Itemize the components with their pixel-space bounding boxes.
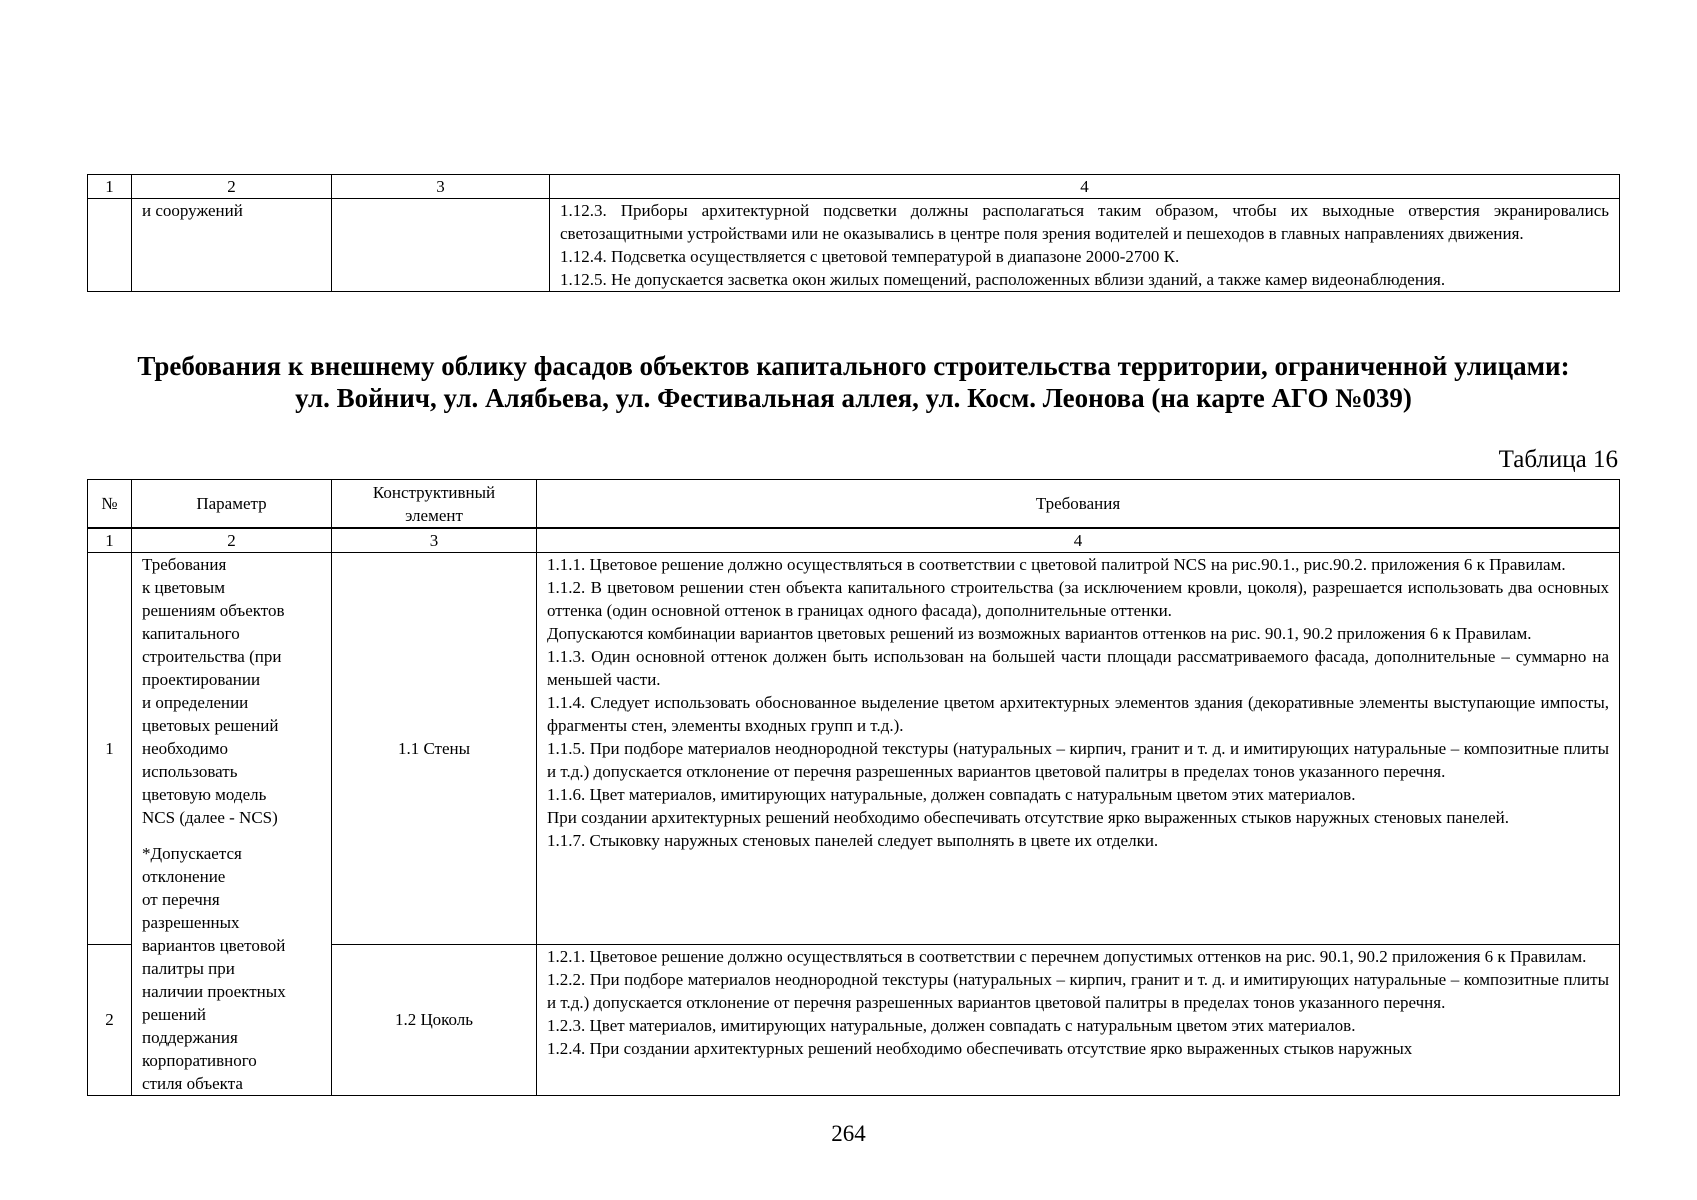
col-number-1: 1 — [88, 175, 132, 199]
requirements-cell — [537, 944, 1620, 1095]
requirement-paragraph: 1.2.2. При подборе материалов неоднородной текстуры (натуральных – кирпич, гранит и т. д. и имитирующих натуральные – композитные плиты и т.д.) допускается отклонение от перечня разрешенных вариантов цветовой палитры в пределах тонов указанного перечня. — [547, 969, 1609, 1012]
table-header-row — [88, 480, 1620, 529]
requirement-paragraph: 1.2.4. При создании архитектурных решений необходимо обеспечивать отсутствие ярко выраженных стыков наружных — [547, 1038, 1413, 1058]
header-element: Конструктивный элемент — [332, 480, 537, 529]
element-cell: 1.1 Стены — [332, 553, 537, 945]
requirement-paragraph: 1.12.4. Подсветка осуществляется с цветовой температурой в диапазоне 2000-2700 К. — [560, 247, 1180, 266]
continuation-requirements-cell — [550, 199, 1620, 292]
parameter-note-continued: вариантов цветовой палитры при наличии проектных решений поддержания корпоративного стиля объекта — [142, 936, 286, 1093]
requirements-cell — [537, 553, 1620, 945]
header-parameter: Параметр — [132, 480, 332, 529]
requirement-paragraph: 1.2.3. Цвет материалов, имитирующих натуральные, должен совпадать с натуральным цветом этих материалов. — [547, 1015, 1356, 1035]
parameter-text: Требования к цветовым решениям объектов капитального строительства (при проектировании и определении цветовых решений необходимо использовать цветовую модель NCS (далее - NCS) — [142, 555, 285, 827]
requirement-paragraph: 1.2.1. Цветовое решение должно осуществляться в соответствии с перечнем допустимых оттенков на рис. 90.1, 90.2 приложения 6 к Правилам. — [547, 946, 1587, 966]
requirement-paragraph: 1.1.7. Стыковку наружных стеновых панелей следует выполнять в цвете их отделки. — [547, 831, 1159, 850]
row-number: 1 — [88, 553, 132, 945]
parameter-note: *Допускается отклонение от перечня разрешенных — [142, 844, 242, 932]
header-number: № — [88, 480, 132, 529]
parameter-cell — [132, 553, 332, 1096]
section-title-line-1: Требования к внешнему облику фасадов объектов капитального строительства территории, ограниченной улицами: — [137, 351, 1570, 381]
element-cell: 1.2 Цоколь — [332, 944, 537, 1095]
table-caption: Таблица 16 — [1498, 446, 1618, 473]
requirement-paragraph: 1.12.5. Не допускается засветка окон жилых помещений, расположенных вблизи зданий, а также камер видеонаблюдения. — [560, 270, 1446, 289]
requirement-paragraph: 1.1.5. При подборе материалов неоднородной текстуры (натуральных – кирпич, гранит и т. д. и имитирующих натуральные – композитные плиты и т.д.) допускается отклонение от перечня разрешенных вариантов цветовой палитры в пределах тонов указанного перечня. — [547, 739, 1609, 781]
requirement-paragraph: 1.1.4. Следует использовать обоснованное выделение цветом архитектурных элементов здания (декоративные элементы выступающие импосты, фрагменты стен, элементы входных групп и т.д.). — [547, 693, 1609, 735]
continuation-header-row — [88, 175, 1620, 199]
requirement-paragraph: 1.1.1. Цветовое решение должно осуществляться в соответствии с цветовой палитрой NCS на рис.90.1., рис.90.2. приложения 6 к Правилам. — [547, 555, 1566, 574]
requirement-paragraph: 1.12.3. Приборы архитектурной подсветки должны располагаться таким образом, чтобы их выходные отверстия экранировались светозащитными устройствами или не оказывались в центре поля зрения водителей и пешеходов в главных направлениях движения. — [560, 201, 1609, 243]
col-number-4: 4 — [550, 175, 1620, 199]
col-number-4: 4 — [537, 528, 1620, 553]
requirement-paragraph: 1.1.3. Один основной оттенок должен быть использован на большей части площади рассматриваемого фасада, дополнительные – суммарно на меньшей части. — [547, 647, 1609, 689]
requirement-paragraph: 1.1.2. В цветовом решении стен объекта капитального строительства (за исключением кровли, цоколя), разрешается использовать два основных оттенка (один основной оттенок в границах одного фасада), дополнительные оттенки. — [547, 578, 1609, 620]
requirement-paragraph: 1.1.6. Цвет материалов, имитирующих натуральные, должен совпадать с натуральным цветом этих материалов. — [547, 785, 1356, 804]
requirements-table — [87, 479, 1620, 1096]
column-numbers-row — [88, 528, 1620, 553]
continuation-table — [87, 174, 1620, 292]
row-number: 2 — [88, 944, 132, 1095]
col-number-3: 3 — [332, 528, 537, 553]
table-row — [88, 553, 1620, 945]
section-title-line-2: ул. Войнич, ул. Алябьева, ул. Фестивальная аллея, ул. Косм. Леонова (на карте АГО №039) — [295, 383, 1412, 413]
continuation-element-cell — [332, 199, 550, 292]
col-number-2: 2 — [132, 175, 332, 199]
continuation-row — [88, 199, 1620, 292]
page-number: 264 — [831, 1121, 866, 1146]
requirement-paragraph: При создании архитектурных решений необходимо обеспечивать отсутствие ярко выраженных стыков наружных стеновых панелей. — [547, 808, 1509, 827]
continuation-num-cell — [88, 199, 132, 292]
continuation-parameter-cell: и сооружений — [132, 199, 332, 292]
requirement-paragraph: Допускаются комбинации вариантов цветовых решений из возможных вариантов оттенков на рис. 90.1, 90.2 приложения 6 к Правилам. — [547, 624, 1532, 643]
header-requirements: Требования — [537, 480, 1620, 529]
col-number-2: 2 — [132, 528, 332, 553]
col-number-1: 1 — [88, 528, 132, 553]
col-number-3: 3 — [332, 175, 550, 199]
